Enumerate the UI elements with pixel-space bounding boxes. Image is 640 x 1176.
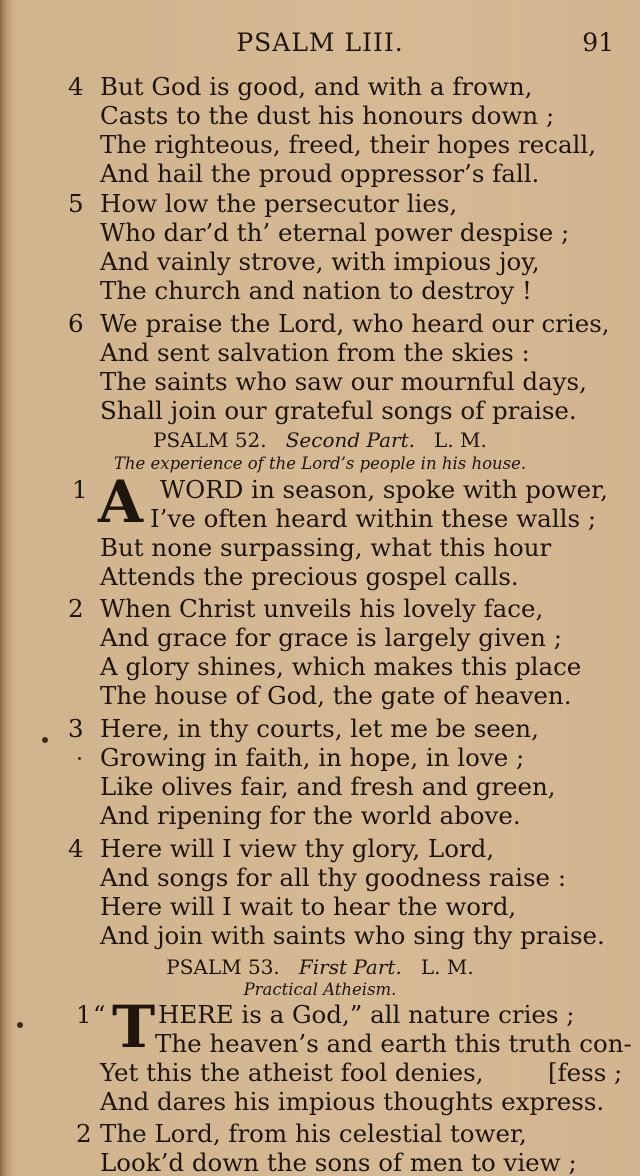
verse-line: And dares his impious thoughts express. [100, 1087, 605, 1116]
psalm-heading-title: PSALM 52. [153, 428, 267, 452]
stanza-number: 4 [68, 834, 84, 863]
verse-line: WORD in season, spoke with power, [160, 475, 608, 504]
ink-speck [17, 1022, 23, 1028]
verse-line: But none surpassing, what this hour [100, 533, 552, 562]
verse-line: Who dar’d th’ eternal power despise ; [100, 218, 570, 247]
verse-line: How low the persecutor lies, [100, 189, 458, 218]
verse-line: Growing in faith, in hope, in love ; [100, 743, 525, 772]
psalm-heading [0, 955, 640, 979]
verse-line: The house of God, the gate of heaven. [100, 681, 572, 710]
verse-line: Like olives fair, and fresh and green, [100, 772, 556, 801]
stanza-number: 5 [68, 189, 84, 218]
verse-line: And sent salvation from the skies : [100, 338, 530, 367]
verse-line: We praise the Lord, who heard our cries, [100, 309, 610, 338]
ink-speck [78, 757, 81, 760]
verse-line: Yet this the atheist fool denies, [100, 1058, 484, 1087]
psalm-subtitle: The experience of the Lord’s people in his house. [113, 454, 527, 473]
psalm-subtitle: Practical Atheism. [243, 980, 397, 999]
verse-line: Here, in thy courts, let me be seen, [100, 714, 539, 743]
psalm-heading-meter: L. M. [420, 955, 474, 979]
verse-line: Casts to the dust his honours down ; [100, 101, 555, 130]
opening-quote: “ [93, 1000, 106, 1029]
verse-line: Here will I view thy glory, Lord, [100, 834, 495, 863]
page-number: 91 [582, 28, 614, 57]
verse-line: And grace for grace is largely given ; [100, 623, 562, 652]
verse-line: And hail the proud oppressor’s fall. [100, 159, 540, 188]
verse-line: I’ve often heard within these walls ; [150, 504, 597, 533]
page-title: PSALM LIII. [236, 28, 404, 57]
stanza-number: 3 [68, 714, 84, 743]
psalm-heading-part: Second Part. [285, 428, 415, 452]
stanza-number: 1 [76, 1000, 92, 1029]
psalm-heading-meter: L. M. [434, 428, 487, 452]
drop-cap: A [98, 468, 144, 536]
psalm-heading-part: First Part. [298, 955, 402, 979]
verse-line: Attends the precious gospel calls. [100, 562, 519, 591]
verse-line: And join with saints who sing thy praise. [100, 921, 605, 950]
verse-line: Here will I wait to hear the word, [100, 892, 517, 921]
running-header [0, 28, 640, 62]
verse-line: A glory shines, which makes this place [100, 652, 582, 681]
verse-line: The Lord, from his celestial tower, [100, 1119, 527, 1148]
drop-cap: T [112, 993, 156, 1061]
stanza-number: 1 [72, 475, 88, 504]
verse-line-overflow: [fess ; [548, 1058, 623, 1087]
verse-line: The saints who saw our mournful days, [100, 367, 587, 396]
stanza-number: 2 [76, 1119, 92, 1148]
verse-line: But God is good, and with a frown, [100, 72, 533, 101]
stanza-number: 4 [68, 72, 84, 101]
verse-line: The heaven’s and earth this truth con- [155, 1029, 632, 1058]
verse-line: Shall join our grateful songs of praise. [100, 396, 577, 425]
stanza-number: 2 [68, 594, 84, 623]
ink-speck [42, 737, 48, 743]
verse-line: HERE is a God,” all nature cries ; [158, 1000, 575, 1029]
verse-line: When Christ unveils his lovely face, [100, 594, 544, 623]
verse-line: And songs for all thy goodness raise : [100, 863, 567, 892]
verse-line: The church and nation to destroy ! [100, 276, 532, 305]
verse-line: And ripening for the world above. [100, 801, 521, 830]
stanza-number: 6 [68, 309, 84, 338]
verse-line: The righteous, freed, their hopes recall, [100, 130, 597, 159]
psalm-heading-title: PSALM 53. [166, 955, 280, 979]
verse-line: Look’d down the sons of men to view ; [100, 1148, 577, 1176]
verse-line: And vainly strove, with impious joy, [100, 247, 540, 276]
psalm-heading [0, 428, 640, 452]
